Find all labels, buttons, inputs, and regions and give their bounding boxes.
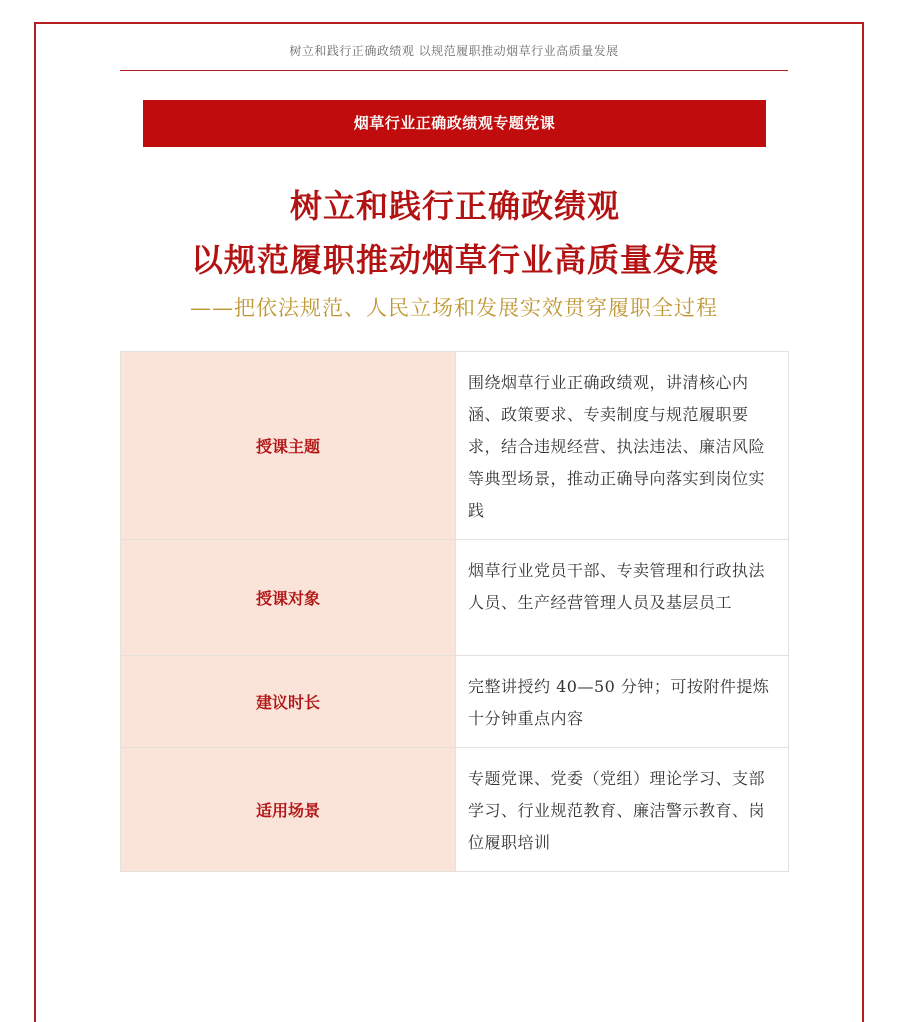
row-value-topic: 围绕烟草行业正确政绩观，讲清核心内涵、政策要求、专卖制度与规范履职要求，结合违规经营、执法违法、廉洁风险等典型场景，推动正确导向落实到岗位实践 <box>456 352 789 540</box>
row-label-topic: 授课主题 <box>121 352 456 540</box>
row-label-audience: 授课对象 <box>121 540 456 656</box>
row-value-duration: 完整讲授约 40—50 分钟；可按附件提炼十分钟重点内容 <box>456 656 789 748</box>
course-info-table <box>120 351 789 872</box>
table-row <box>121 656 789 748</box>
row-label-scenario: 适用场景 <box>121 748 456 872</box>
table-row <box>121 748 789 872</box>
header-divider <box>120 70 788 71</box>
running-header: 树立和践行正确政绩观 以规范履职推动烟草行业高质量发展 <box>289 44 619 58</box>
table-row <box>121 540 789 656</box>
row-value-scenario: 专题党课、党委（党组）理论学习、支部学习、行业规范教育、廉洁警示教育、岗位履职培训 <box>456 748 789 872</box>
main-title-line-1: 树立和践行正确政绩观 <box>289 187 620 225</box>
subtitle: ——把依法规范、人民立场和发展实效贯穿履职全过程 <box>190 296 718 320</box>
main-title-line-2: 以规范履职推动烟草行业高质量发展 <box>190 241 719 279</box>
row-value-audience: 烟草行业党员干部、专卖管理和行政执法人员、生产经营管理人员及基层员工 <box>456 540 789 656</box>
row-label-duration: 建议时长 <box>121 656 456 748</box>
topic-banner: 烟草行业正确政绩观专题党课 <box>143 100 766 147</box>
table-row <box>121 352 789 540</box>
